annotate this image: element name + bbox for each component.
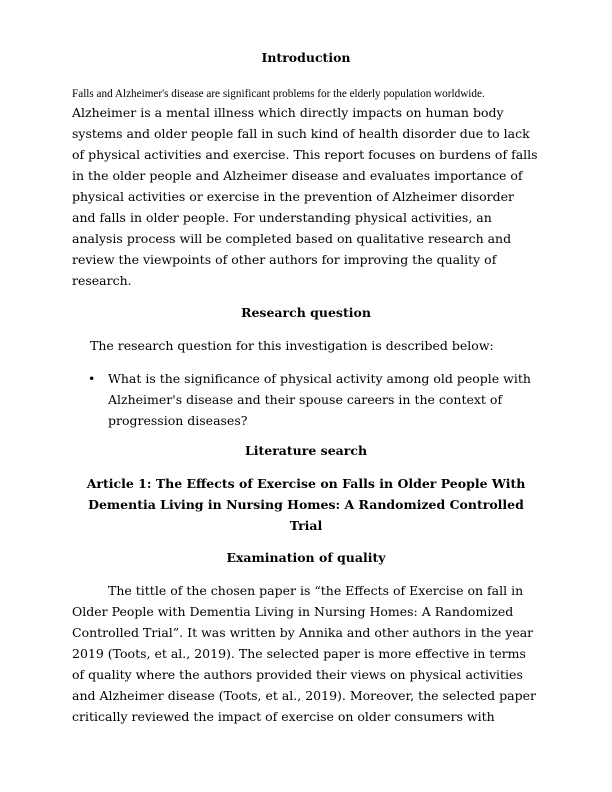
research-question-list bbox=[72, 368, 540, 431]
literature-search-heading: Literature search bbox=[244, 443, 368, 458]
research-question-intro: The research question for this investigation is described below: bbox=[90, 338, 494, 353]
examination-paragraph: The tittle of the chosen paper is “the Effects of Exercise on fall in Older People with Dementia Living in Nursing Homes: A Randomized Controlled Trial”. It was written by Annika and other authors in the year 2019 (Toots, et al., 2019). The selected paper is more effective in terms of quality where the authors provided their views on physical activities and Alzheimer disease (Toots, et al., 2019). Moreover, the selected paper critically reviewed the impact of exercise on older consumers with bbox=[72, 583, 536, 724]
article-title: Article 1: The Effects of Exercise on Falls in Older People With Dementia Living in Nursing Homes: A Randomized Controlled Trial bbox=[86, 476, 526, 533]
introduction-heading: Introduction bbox=[261, 50, 351, 65]
intro-paragraph: Alzheimer is a mental illness which directly impacts on human body systems and older people fall in such kind of health disorder due to lack of physical activities and exercise. This report focuses on burdens of falls in the older people and Alzheimer disease and evaluates importance of physical activities or exercise in the prevention of Alzheimer disorder and falls in older people. For understanding physical activities, an analysis process will be completed based on qualitative research and review the viewpoints of other authors for improving the quality of research. bbox=[72, 105, 538, 288]
intro-first-line: Falls and Alzheimer's disease are significant problems for the elderly population worldwide. bbox=[72, 88, 485, 100]
research-question-text: What is the significance of physical activity among old people with Alzheimer's disease and their spouse careers in the context of progression diseases? bbox=[108, 371, 531, 428]
bullet-icon: • bbox=[88, 371, 96, 386]
research-question-heading: Research question bbox=[241, 305, 371, 320]
examination-heading: Examination of quality bbox=[226, 550, 386, 565]
research-question-item bbox=[72, 368, 540, 431]
document-page bbox=[72, 48, 540, 727]
